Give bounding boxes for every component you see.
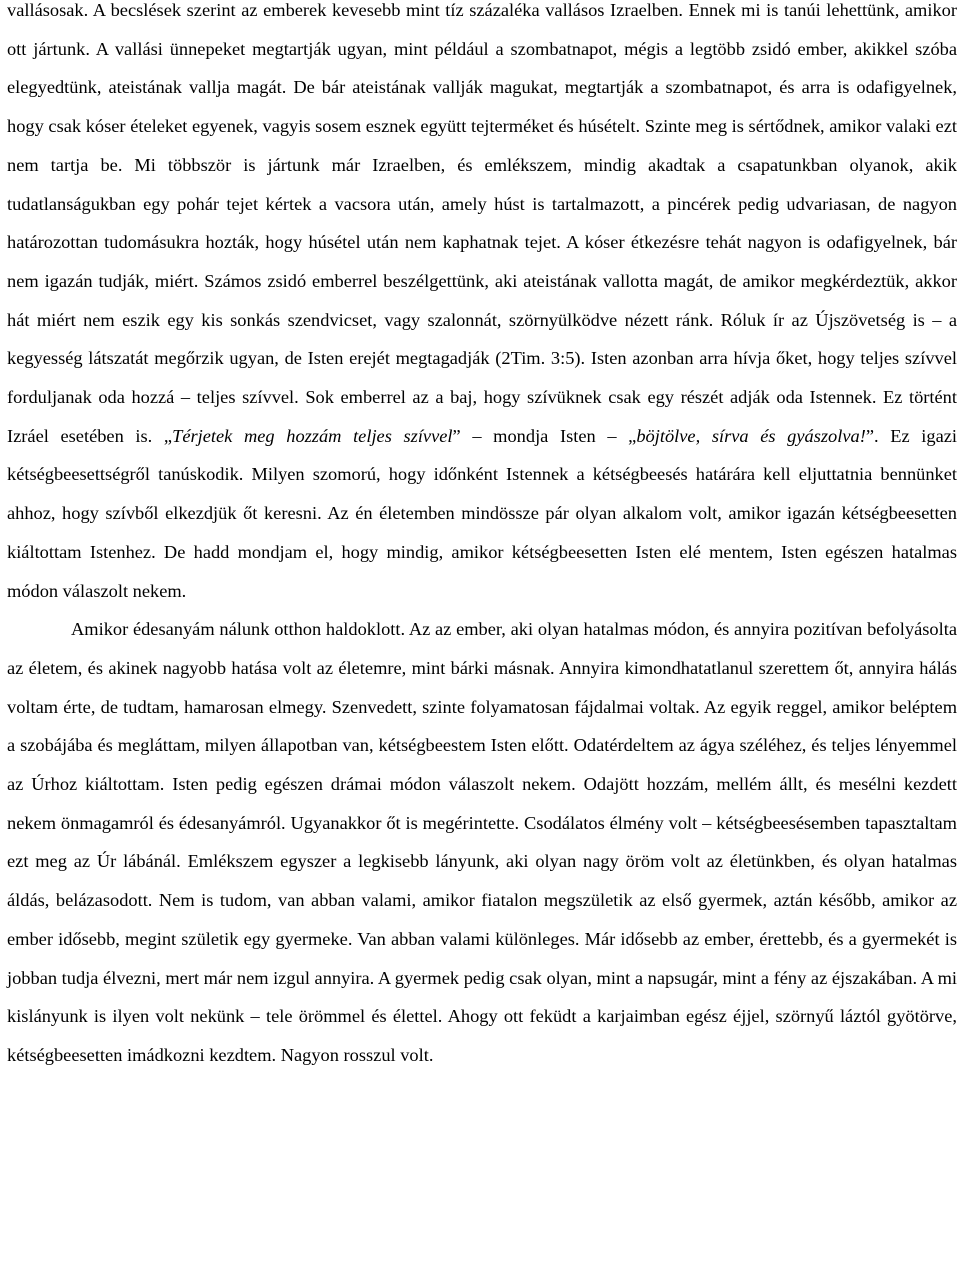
body-paragraph-1	[7, 0, 957, 610]
scripture-quote-1: Térjetek meg hozzám teljes szívvel	[172, 425, 453, 446]
paragraph-1-text-2: ” – mondja Isten – „	[452, 425, 637, 446]
paragraph-2-text: Amikor édesanyám nálunk otthon haldoklott. Az az ember, aki olyan hatalmas módon, és annyira pozitívan befolyásolta az életem, és akinek nagyobb hatása volt az életemre, mint bárki másnak. Annyira kimondhatatlanul szerettem őt, annyira hálás voltam érte, de tudtam, hamarosan elmegy. Szenvedett, szinte folyamatosan fájdalmai voltak. Az egyik reggel, amikor beléptem a szobájába és megláttam, milyen állapotban van, kétségbeestem Isten előtt. Odatérdeltem az ágya széléhez, és teljes lényemmel az Úrhoz kiáltottam. Isten pedig egészen drámai módon válaszolt nekem. Odajött hozzám, mellém állt, és mesélni kezdett nekem önmagamról és édesanyámról. Ugyanakkor őt is megérintette. Csodálatos élmény volt – kétségbeesésemben tapasztaltam ezt meg az Úr lábánál. Emlékszem egyszer a legkisebb lányunk, aki olyan nagy öröm volt az életünkben, és olyan hatalmas áldás, belázasodott. Nem is tudom, van abban valami, amikor fiatalon megszületik az első gyermek, aztán később, amikor az ember idősebb, megint születik egy gyermeke. Van abban valami különleges. Már idősebb az ember, érettebb, és a gyermekét is jobban tudja élvezni, mert már nem izgul annyira. A gyermek pedig csak olyan, mint a napsugár, mint a fény az éjszakában. A mi kislányunk is ilyen volt nekünk – tele örömmel és élettel. Ahogy ott feküdt a karjaimban egész éjjel, szörnyű láztól gyötörve, kétségbeesetten imádkozni kezdtem. Nagyon rosszul volt.	[7, 619, 957, 1065]
paragraph-1-text-1: vallásosak. A becslések szerint az emberek kevesebb mint tíz százaléka vallásos Izraelben. Ennek mi is tanúi lehettünk, amikor ott jártunk. A vallási ünnepeket megtartják ugyan, mint például a szombatnapot, mégis a legtöbb zsidó ember, akikkel szóba elegyedtünk, ateistának vallja magát. De bár ateistának vallják magukat, megtartják a szombatnapot, és arra is odafigyelnek, hogy csak kóser ételeket egyenek, vagyis sosem esznek együtt tejterméket és húsételt. Szinte meg is sértődnek, amikor valaki ezt nem tartja be. Mi többször is jártunk már Izraelben, és emlékszem, mindig akadtak a csapatunkban olyanok, akik tudatlanságukban egy pohár tejet kértek a vacsora után, amely húst is tartalmazott, a pincérek pedig udvariasan, de nagyon határozottan tudomásukra hozták, hogy húsétel után nem kaphatnak tejet. A kóser étkezésre tehát nagyon is odafigyelnek, bár nem igazán tudják, miért. Számos zsidó emberrel beszélgettünk, aki ateistának vallotta magát, de amikor megkérdeztük, akkor hát miért nem eszik egy kis sonkás szendvicset, vagy szalonnát, szörnyülködve nézett ránk. Róluk ír az Újszövetség is – a kegyesség látszatát megőrzik ugyan, de Isten erejét megtagadják (2Tim. 3:5). Isten azonban arra hívja őket, hogy teljes szívvel forduljanak oda hozzá – teljes szívvel. Sok emberrel az a baj, hogy szívüknek csak egy részét adják oda Istennek. Ez történt Izráel esetében is. „	[7, 0, 957, 446]
body-paragraph-2	[7, 610, 957, 1074]
scripture-quote-2: böjtölve, sírva és gyászolva!	[636, 425, 866, 446]
document-page	[7, 0, 957, 1075]
paragraph-1-text-3: ”. Ez igazi kétségbeesettségről tanúskodik. Milyen szomorú, hogy időnként Istennek a kétségbeesés határára kell eljuttatnia bennünket ahhoz, hogy szívből elkezdjük őt keresni. Az én életemben mindössze pár olyan alkalom volt, amikor igazán kétségbeesetten kiáltottam Istenhez. De hadd mondjam el, hogy mindig, amikor kétségbeesetten Isten elé mentem, Isten egészen hatalmas módon válaszolt nekem.	[7, 425, 958, 601]
